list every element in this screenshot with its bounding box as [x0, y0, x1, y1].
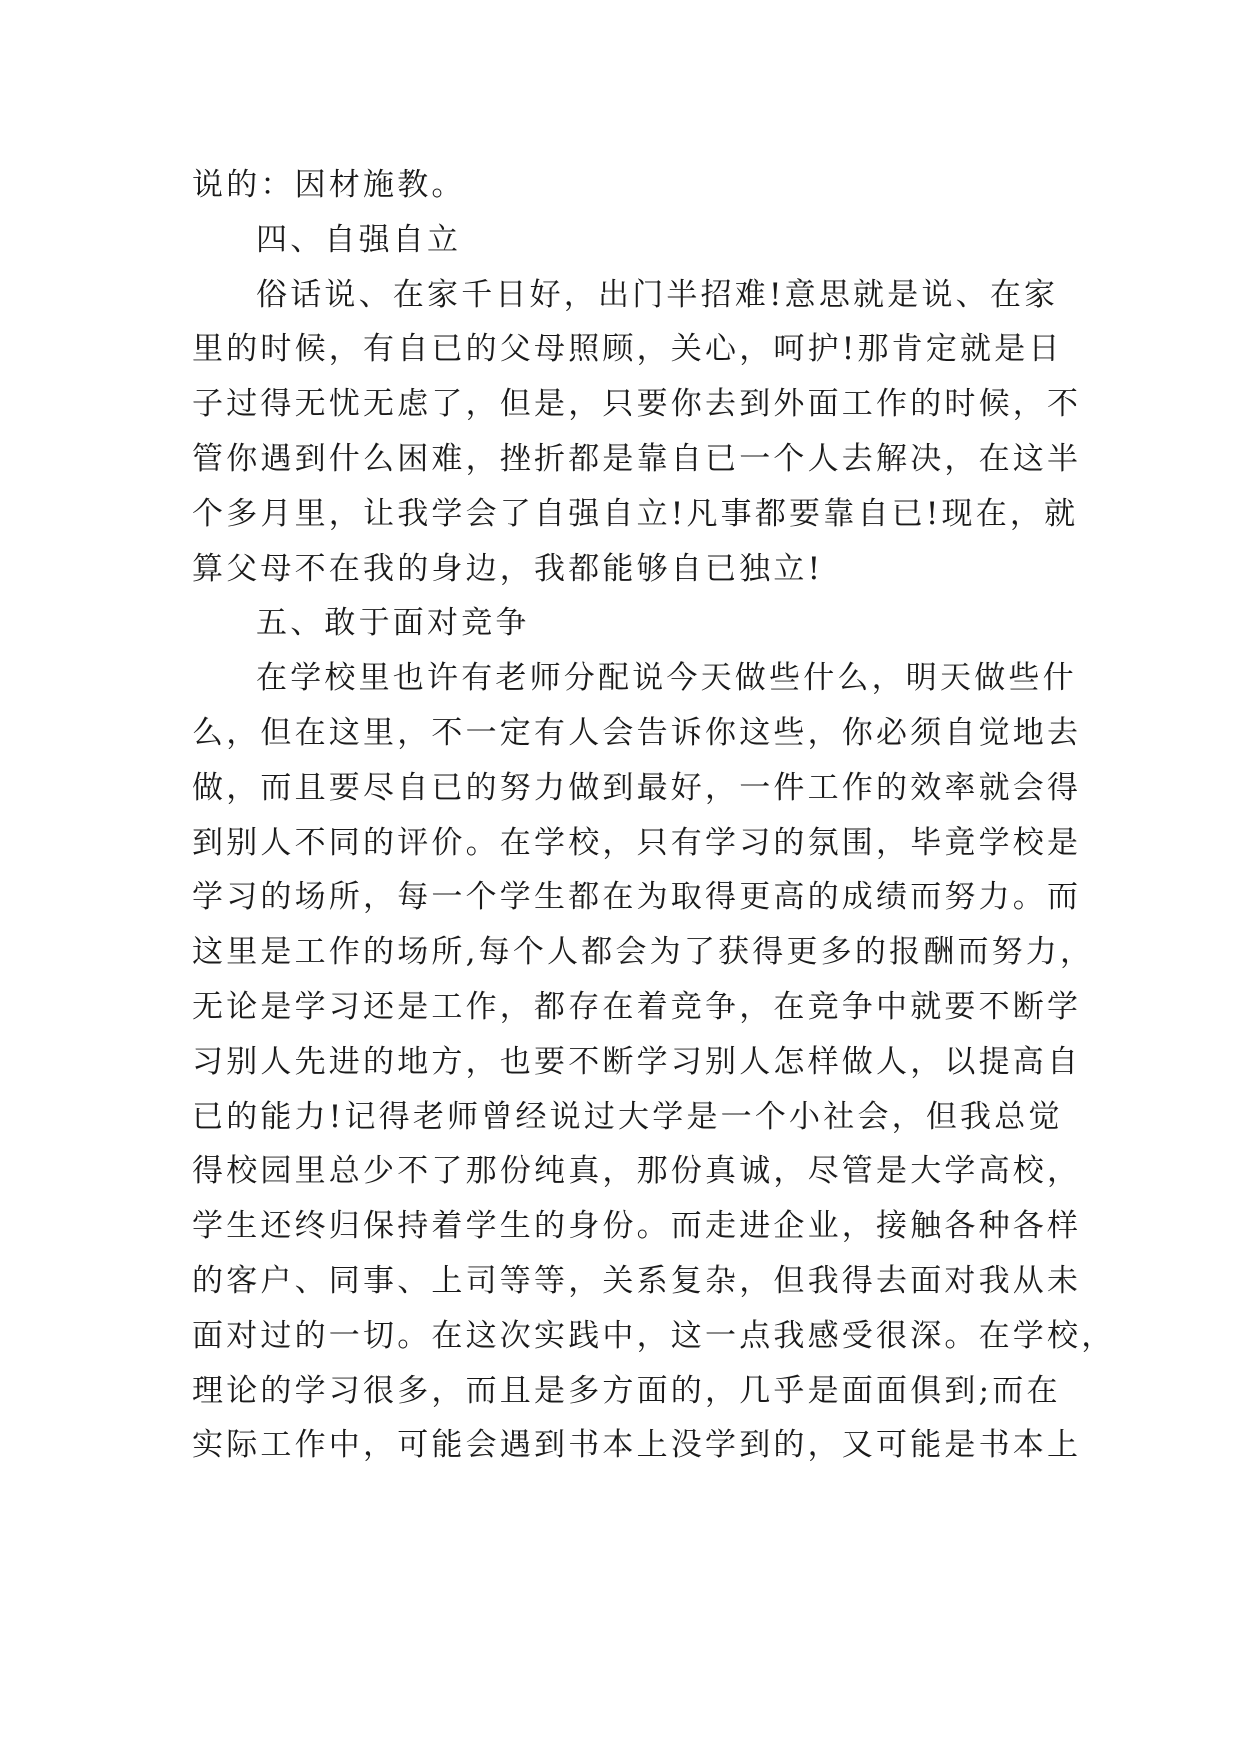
text-line: 学习的场所，每一个学生都在为取得更高的成绩而努力。而 [192, 879, 1082, 916]
text-line: 这里是工作的场所,每个人都会为了获得更多的报酬而努力， [192, 934, 1095, 971]
text-line: 么，但在这里，不一定有人会告诉你这些，你必须自觉地去 [192, 714, 1082, 751]
text-line: 理论的学习很多，而且是多方面的，几乎是面面俱到;而在 [192, 1372, 1061, 1409]
section-heading: 五、敢于面对竞争 [256, 605, 530, 642]
text-line: 实际工作中，可能会遇到书本上没学到的，又可能是书本上 [192, 1427, 1082, 1464]
text-line: 做，而且要尽自已的努力做到最好，一件工作的效率就会得 [192, 769, 1082, 806]
text-line: 说的：因材施教。 [192, 167, 466, 203]
text-line: 俗话说、在家千日好，出门半招难!意思就是说、在家 [256, 276, 1059, 313]
text-line: 的客户、同事、上司等等，关系复杂，但我得去面对我从未 [192, 1262, 1082, 1299]
text-line: 无论是学习还是工作，都存在着竞争，在竞争中就要不断学 [192, 988, 1082, 1025]
text-line: 习别人先进的地方，也要不断学习别人怎样做人，以提高自 [192, 1043, 1082, 1080]
text-line: 已的能力!记得老师曾经说过大学是一个小社会，但我总觉 [192, 1098, 1063, 1135]
text-line: 算父母不在我的身边，我都能够自已独立! [192, 550, 824, 587]
text-line: 个多月里，让我学会了自强自立!凡事都要靠自已!现在，就 [192, 495, 1079, 532]
text-line: 在学校里也许有老师分配说今天做些什么，明天做些什 [256, 660, 1077, 697]
text-line: 得校园里总少不了那份纯真，那份真诚，尽管是大学高校， [192, 1153, 1082, 1190]
text-line: 面对过的一切。在这次实践中，这一点我感受很深。在学校， [192, 1317, 1116, 1354]
section-heading: 四、自强自立 [256, 221, 462, 258]
text-line: 管你遇到什么困难，挫折都是靠自已一个人去解决，在这半 [192, 440, 1082, 477]
text-line: 子过得无忧无虑了，但是，只要你去到外面工作的时候，不 [192, 386, 1082, 423]
text-line: 到别人不同的评价。在学校，只有学习的氛围，毕竟学校是 [192, 824, 1082, 861]
document-page [192, 158, 1116, 1473]
text-line: 里的时候，有自已的父母照顾，关心，呵护!那肯定就是日 [192, 331, 1063, 368]
text-line: 学生还终归保持着学生的身份。而走进企业，接触各种各样 [192, 1208, 1082, 1245]
